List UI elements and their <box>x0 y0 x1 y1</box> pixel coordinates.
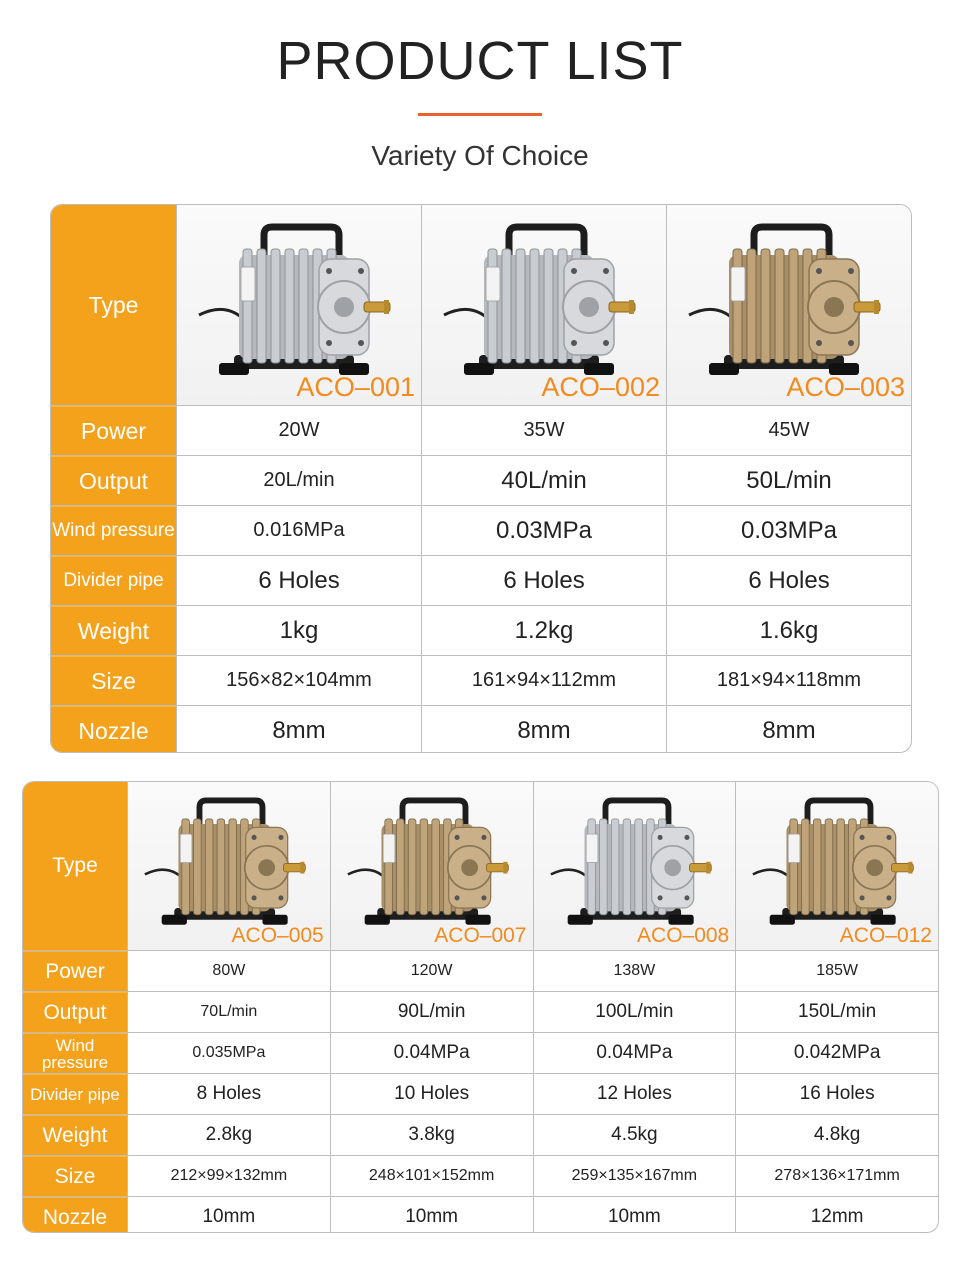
wind-pressure-cell: 0.04MPa <box>533 1033 736 1073</box>
output-cell: 100L/min <box>533 992 736 1032</box>
power-cell: 35W <box>421 406 666 455</box>
row-label-size: Size <box>51 656 176 705</box>
divider-pipe-cell: 6 Holes <box>421 556 666 605</box>
wind-pressure-cell: 0.042MPa <box>735 1033 938 1073</box>
table-row-type <box>23 782 938 950</box>
row-label-output: Output <box>51 456 176 505</box>
page-subtitle: Variety Of Choice <box>371 140 589 171</box>
output-cell: 90L/min <box>330 992 533 1032</box>
row-label-weight: Weight <box>23 1115 127 1155</box>
table-row-divider-pipe <box>51 555 911 605</box>
nozzle-cell: 8mm <box>176 706 421 753</box>
product-image-cell <box>127 782 330 950</box>
table-row-size <box>23 1155 938 1196</box>
weight-cell: 1.6kg <box>666 606 911 655</box>
table-row-size <box>51 655 911 705</box>
output-cell: 20L/min <box>176 456 421 505</box>
product-table-large <box>22 781 939 1233</box>
size-cell: 248×101×152mm <box>330 1156 533 1196</box>
table-row-weight <box>51 605 911 655</box>
product-image-cell <box>735 782 938 950</box>
wind-pressure-cell: 0.035MPa <box>127 1033 330 1073</box>
row-label-nozzle: Nozzle <box>23 1197 127 1233</box>
weight-cell: 4.5kg <box>533 1115 736 1155</box>
title-underline <box>418 113 542 116</box>
row-label-wind-pressure: Wind pressure <box>23 1033 127 1073</box>
row-label-nozzle: Nozzle <box>51 706 176 753</box>
row-label-weight: Weight <box>51 606 176 655</box>
weight-cell: 1kg <box>176 606 421 655</box>
weight-cell: 1.2kg <box>421 606 666 655</box>
row-label-power: Power <box>51 406 176 455</box>
nozzle-cell: 8mm <box>421 706 666 753</box>
nozzle-cell: 10mm <box>533 1197 736 1233</box>
divider-pipe-cell: 10 Holes <box>330 1074 533 1114</box>
weight-cell: 4.8kg <box>735 1115 938 1155</box>
size-cell: 181×94×118mm <box>666 656 911 705</box>
nozzle-cell: 10mm <box>330 1197 533 1233</box>
output-cell: 40L/min <box>421 456 666 505</box>
power-cell: 138W <box>533 951 736 991</box>
table-row-wind-pressure <box>23 1032 938 1073</box>
page-title: PRODUCT LIST <box>276 31 684 91</box>
nozzle-cell: 8mm <box>666 706 911 753</box>
wind-pressure-cell: 0.03MPa <box>666 506 911 555</box>
row-label-power: Power <box>23 951 127 991</box>
output-cell: 50L/min <box>666 456 911 505</box>
row-label-type: Type <box>23 782 127 950</box>
wind-pressure-cell: 0.03MPa <box>421 506 666 555</box>
table-row-output <box>51 455 911 505</box>
wind-pressure-cell: 0.04MPa <box>330 1033 533 1073</box>
product-image-cell <box>533 782 736 950</box>
model-label: ACO–005 <box>231 924 324 947</box>
table-row-weight <box>23 1114 938 1155</box>
divider-pipe-cell: 12 Holes <box>533 1074 736 1114</box>
row-label-size: Size <box>23 1156 127 1196</box>
table-row-nozzle <box>23 1196 938 1233</box>
weight-cell: 3.8kg <box>330 1115 533 1155</box>
model-label: ACO–003 <box>786 372 905 402</box>
power-cell: 185W <box>735 951 938 991</box>
wind-pressure-cell: 0.016MPa <box>176 506 421 555</box>
divider-pipe-cell: 16 Holes <box>735 1074 938 1114</box>
divider-pipe-cell: 8 Holes <box>127 1074 330 1114</box>
divider-pipe-cell: 6 Holes <box>176 556 421 605</box>
table-row-power <box>23 950 938 991</box>
output-cell: 150L/min <box>735 992 938 1032</box>
table-row-divider-pipe <box>23 1073 938 1114</box>
product-image-cell <box>176 205 421 405</box>
size-cell: 156×82×104mm <box>176 656 421 705</box>
table-row-nozzle <box>51 705 911 753</box>
nozzle-cell: 12mm <box>735 1197 938 1233</box>
table-row-output <box>23 991 938 1032</box>
output-cell: 70L/min <box>127 992 330 1032</box>
power-cell: 20W <box>176 406 421 455</box>
power-cell: 80W <box>127 951 330 991</box>
power-cell: 120W <box>330 951 533 991</box>
weight-cell: 2.8kg <box>127 1115 330 1155</box>
product-table-small <box>50 204 912 753</box>
row-label-wind-pressure: Wind pressure <box>51 506 176 555</box>
row-label-divider-pipe: Divider pipe <box>23 1074 127 1114</box>
table-row-power <box>51 405 911 455</box>
power-cell: 45W <box>666 406 911 455</box>
size-cell: 161×94×112mm <box>421 656 666 705</box>
product-image-cell <box>330 782 533 950</box>
nozzle-cell: 10mm <box>127 1197 330 1233</box>
size-cell: 259×135×167mm <box>533 1156 736 1196</box>
model-label: ACO–002 <box>541 372 660 402</box>
size-cell: 278×136×171mm <box>735 1156 938 1196</box>
product-image-cell <box>666 205 911 405</box>
row-label-output: Output <box>23 992 127 1032</box>
divider-pipe-cell: 6 Holes <box>666 556 911 605</box>
row-label-type: Type <box>51 205 176 405</box>
row-label-divider-pipe: Divider pipe <box>51 556 176 605</box>
model-label: ACO–007 <box>434 924 527 947</box>
product-image-cell <box>421 205 666 405</box>
table-row-wind-pressure <box>51 505 911 555</box>
model-label: ACO–001 <box>296 372 415 402</box>
table-row-type <box>51 205 911 405</box>
model-label: ACO–012 <box>839 924 932 947</box>
model-label: ACO–008 <box>637 924 730 947</box>
size-cell: 212×99×132mm <box>127 1156 330 1196</box>
